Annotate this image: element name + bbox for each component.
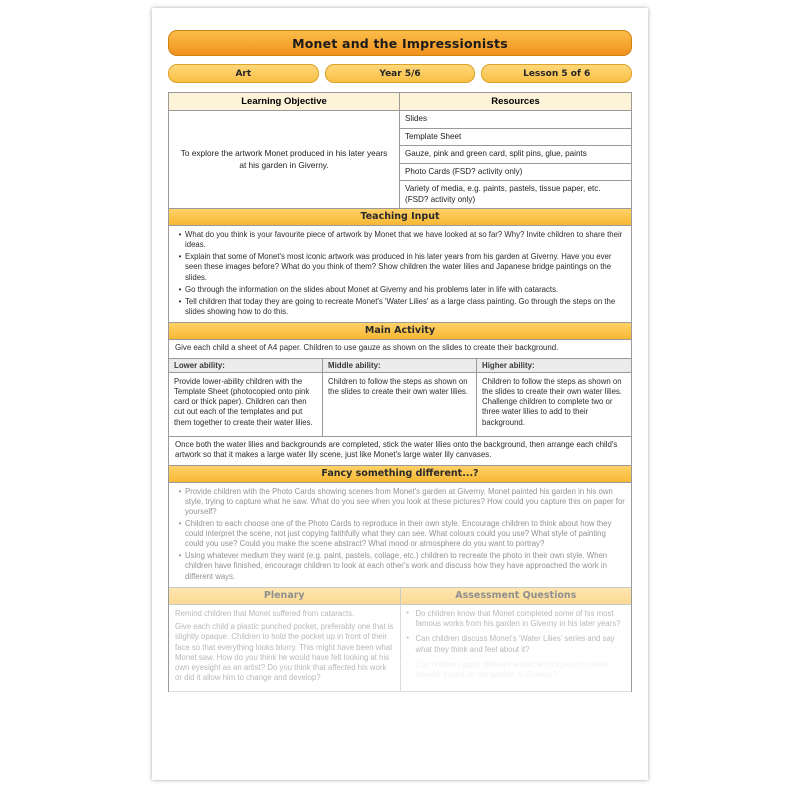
bullet-icon: •	[178, 230, 182, 240]
plenary-assessment-row	[169, 605, 631, 693]
plenary-body	[169, 605, 401, 693]
middle-ability-text: Children to follow the steps as shown on the slides to create their own water lilies.	[323, 373, 477, 437]
main-activity-intro: Give each child a sheet of A4 paper. Children to use gauze as shown on the slides to create their background.	[169, 340, 631, 358]
ability-header-row	[169, 359, 631, 373]
lesson-plan-sheet	[168, 30, 632, 718]
learning-objective-header: Learning Objective	[169, 93, 400, 111]
list-item	[407, 634, 626, 655]
year-label: Year 5/6	[379, 68, 421, 79]
bullet-text: Do children know that Monet completed some of his most famous works from his garden in Giverny in his later years?	[415, 608, 621, 628]
bullet-text: Tell children that today they are going to recreate Monet's 'Water Lilies' as a large class painting. Go through the steps on the slides showing how to do this.	[185, 297, 616, 317]
list-item	[175, 551, 625, 581]
plenary-assessment-header	[169, 588, 631, 605]
document-title-bar	[168, 30, 632, 56]
bullet-text: Can children apply different artistic techniques to create artwork based on the garden at Giverny?	[415, 659, 608, 680]
lesson-table	[168, 92, 632, 692]
bullet-icon: •	[178, 284, 182, 294]
lo-resources-row	[169, 111, 631, 209]
document-page	[152, 8, 648, 780]
lower-ability-text: Provide lower-ability children with the Template Sheet (photocopied onto pink card or thick paper). Children can then cut out each of the templates and put them together to create their water lilies.	[169, 373, 323, 437]
bullet-icon: •	[178, 252, 182, 262]
bullet-text: Go through the information on the slides about Monet at Giverny and his problems later in life with cataracts.	[185, 284, 559, 294]
bullet-text: Provide children with the Photo Cards showing scenes from Monet's garden at Giverny. Monet painted his garden in his own style, trying to capture what he saw. What do you see when you look at these pictures? How could you capture this on paper for yourself?	[185, 486, 625, 516]
list-item	[175, 285, 625, 295]
bullet-icon: •	[178, 486, 182, 496]
resources-header: Resources	[400, 93, 631, 111]
assessment-header: Assessment Questions	[455, 589, 577, 601]
bullet-icon: •	[406, 660, 409, 668]
bullet-text: Can children discuss Monet's 'Water Lilies' series and say what they think and feel about it?	[415, 634, 615, 654]
list-item	[407, 660, 626, 681]
list-item	[175, 297, 625, 317]
plenary-paragraph: Remind children that Monet suffered from cataracts.	[175, 608, 355, 618]
learning-objective-text: To explore the artwork Monet produced in his later years at his garden in Giverny.	[169, 111, 400, 209]
lower-ability-header: Lower ability:	[169, 359, 323, 373]
list-item	[175, 519, 625, 549]
lesson-pill	[481, 64, 632, 83]
bullet-icon: •	[178, 551, 182, 561]
list-item	[175, 252, 625, 282]
plenary-header: Plenary	[169, 588, 401, 604]
teaching-input-body	[169, 226, 631, 323]
assessment-body	[401, 605, 632, 693]
year-pill	[325, 64, 476, 83]
table-header-row	[169, 93, 631, 111]
fancy-something-different-header: Fancy something different...?	[169, 466, 631, 483]
plenary-paragraph: Give each child a plastic punched pocket, preferably one that is slightly opaque. Children to hold the pocket up in front of their face so that everything looks blurry. This might have been what Monet saw. How do you think he would have felt looking at his own eyesight as an artist? Do you think that affected his work or did it allow him to change and develop?	[175, 621, 394, 683]
ability-body-row	[169, 373, 631, 437]
bullet-text: Using whatever medium they want (e.g. paint, pastels, collage, etc.) children to recreate the photo in their own style. When children have finished, encourage children to look at each other's work and discuss how they have approached the work in different ways.	[185, 551, 608, 581]
bullet-text: Children to each choose one of the Photo Cards to reproduce in their own style. Encourage children to think about how they could interpret the scene, not just copying faithfully what they can see. What colours could you use? What style of painting could you use? Could you make the scene abstract? What mood or atmosphere do you want to portray?	[185, 518, 612, 549]
middle-ability-header: Middle ability:	[323, 359, 477, 373]
fancy-something-different-body	[169, 483, 631, 588]
main-activity-outro: Once both the water lilies and backgrounds are completed, stick the water lilies onto the background, then arrange each child's artwork so that it makes a large water lily scene, just like Monet's large water lily canvases.	[169, 437, 631, 466]
list-item: Gauze, pink and green card, split pins, glue, paints	[400, 146, 631, 164]
bullet-icon: •	[406, 635, 409, 643]
resources-list	[400, 111, 631, 209]
higher-ability-text: Children to follow the steps as shown on the slides to create their own water lilies. Challenge children to complete two or three water lilies to add to their background.	[477, 373, 631, 437]
list-item	[175, 487, 625, 517]
subject-pill	[168, 64, 319, 83]
main-activity-header: Main Activity	[169, 323, 631, 340]
bullet-text: Explain that some of Monet's most iconic artwork was produced in his later years from his garden at Giverny. Have you ever seen these images before? What do you think of them? Show children the water lilies and Japanese bridge paintings on the slides.	[185, 252, 612, 282]
list-item: Slides	[400, 111, 631, 129]
bullet-icon: •	[178, 518, 182, 528]
bullet-text: What do you think is your favourite piece of artwork by Monet that we have looked at so far? Why? Invite children to share their ideas.	[185, 230, 623, 250]
list-item: Variety of media, e.g. paints, pastels, tissue paper, etc. (FSD? activity only)	[405, 184, 601, 204]
bullet-icon: •	[406, 609, 409, 617]
list-item	[407, 609, 626, 630]
list-item: Photo Cards (FSD? activity only)	[400, 164, 631, 182]
list-item	[175, 230, 625, 250]
bullet-icon: •	[178, 297, 182, 307]
lesson-label: Lesson 5 of 6	[523, 68, 591, 79]
higher-ability-header: Higher ability:	[477, 359, 631, 373]
teaching-input-header: Teaching Input	[169, 209, 631, 226]
subject-label: Art	[235, 68, 252, 79]
meta-pills	[168, 64, 632, 83]
page-title: Monet and the Impressionists	[292, 35, 508, 51]
list-item: Template Sheet	[400, 129, 631, 147]
